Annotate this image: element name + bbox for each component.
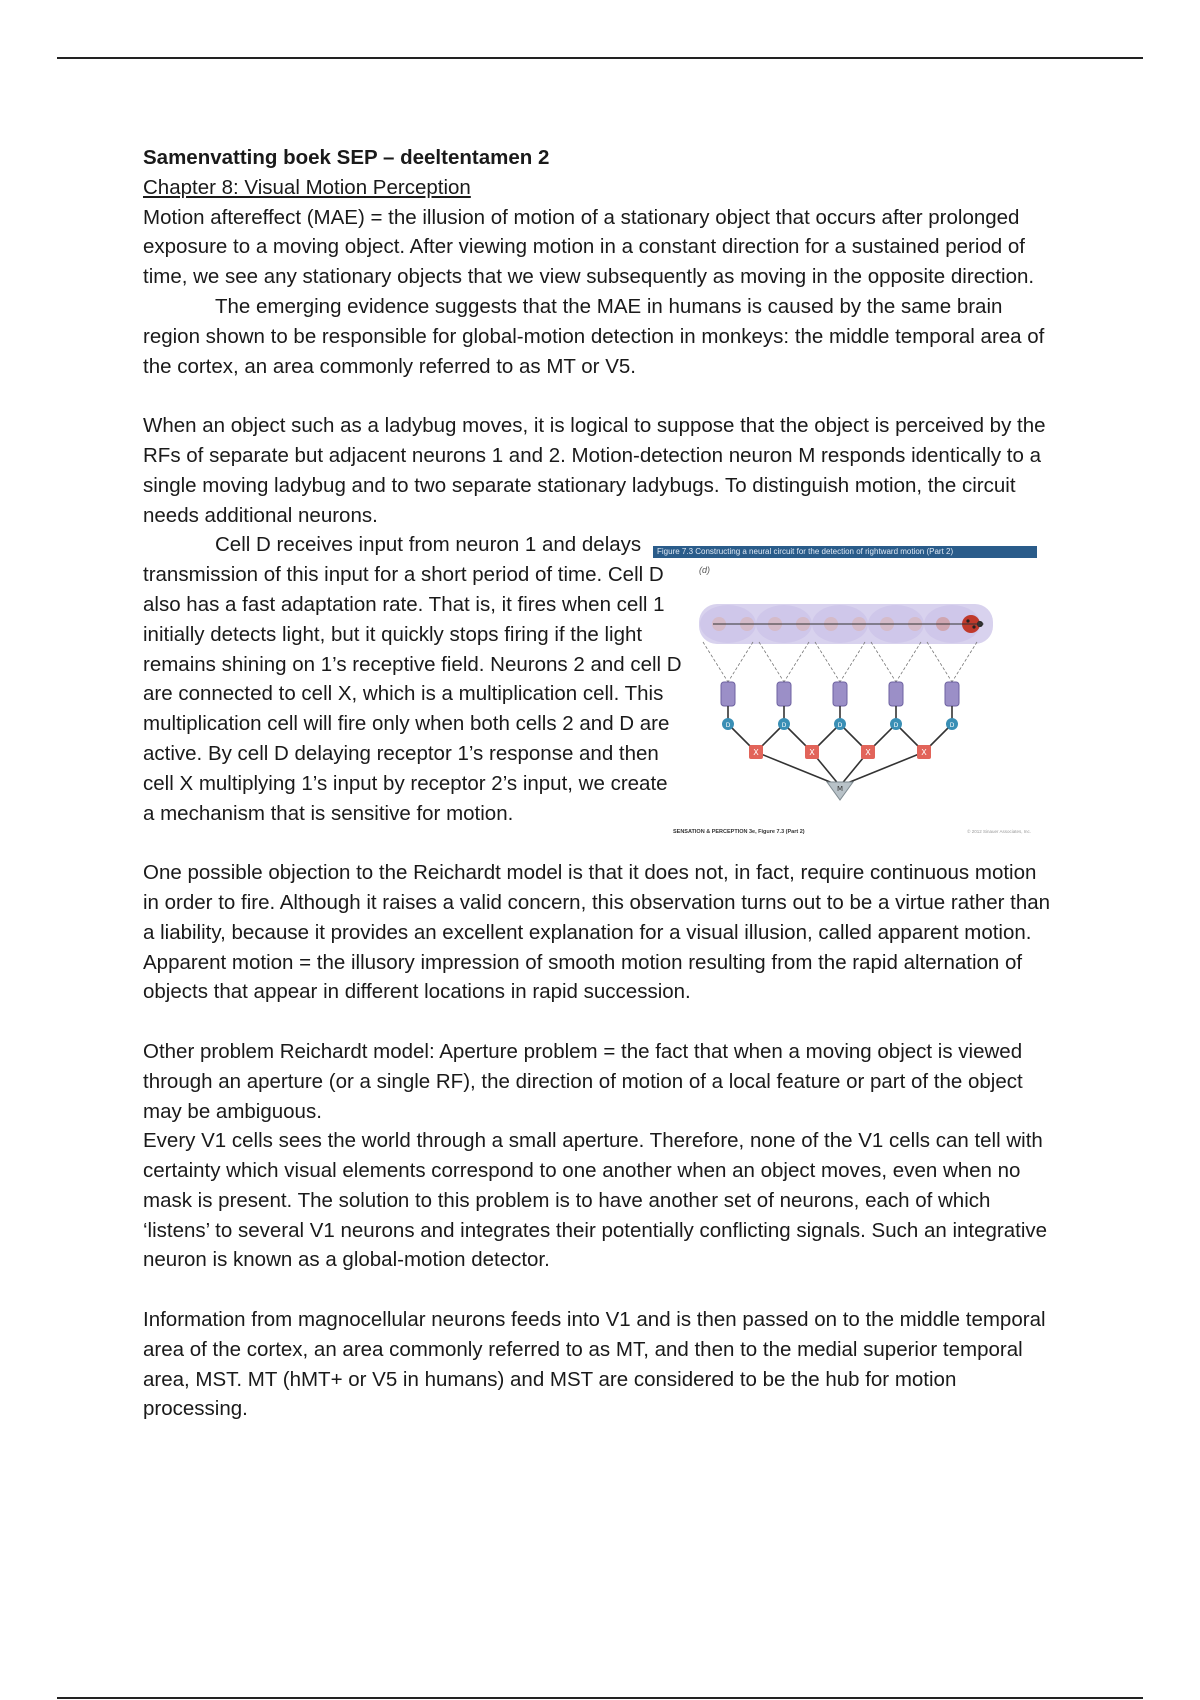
figure-text-block xyxy=(143,530,1055,836)
svg-text:X: X xyxy=(921,748,927,758)
receptor-cells xyxy=(721,682,959,706)
paragraph-mae: Motion aftereffect (MAE) = the illusion of motion of a stationary object that occurs after prolonged exposure to a moving object. After viewing motion in a constant direction for a sustained period of time, we see any stationary objects that we view subsequently as moving in the opposite direction. xyxy=(143,205,1035,289)
svg-text:D: D xyxy=(949,722,955,730)
svg-text:D: D xyxy=(893,722,899,730)
delay-cells xyxy=(722,718,958,730)
paragraph-cell-d: Cell D receives input from neuron 1 and delays transmission of this input for a short period of time. Cell D also has a fast adaptation rate. That is, it fires when cell 1 initially detects light, but it quickly stops firing if the light remains shining on 1’s receptive field. Neurons 2 and cell D are connected to cell X, which is a multiplication cell. This multiplication cell will fire only when both cells 2 and D are active. By cell D delaying receptor 1’s response and then cell X multiplying 1’s input by receptor 2’s input, we create a mechanism that is sensitive for motion. xyxy=(143,533,682,825)
svg-text:X: X xyxy=(753,748,759,758)
svg-text:D: D xyxy=(725,722,731,730)
figure-reichardt-circuit xyxy=(653,546,1037,838)
paragraph-ladybug: When an object such as a ladybug moves, it is logical to suppose that the object is perceived by the RFs of separate but adjacent neurons 1 and 2. Motion-detection neuron M responds identically to a single moving ladybug and to two separate stationary ladybugs. To distinguish motion, the circuit needs additional neurons. xyxy=(143,414,1046,527)
figure-panel-label: (d) xyxy=(699,565,710,576)
header-rule xyxy=(57,57,1143,59)
output-cell-m xyxy=(827,782,853,800)
paragraph-apparent-motion: Apparent motion = the illusory impression of smooth motion resulting from the rapid alternation of objects that appear in different locations in rapid succession. xyxy=(143,950,1023,1004)
svg-text:X: X xyxy=(865,748,871,758)
paragraph-mae-evidence: The emerging evidence suggests that the MAE in humans is caused by the same brain region shown to be responsible for global-motion detection in monkeys: the middle temporal area of the cortex, an area commonly referred to as MT or V5. xyxy=(143,294,1045,378)
svg-text:X: X xyxy=(809,748,815,758)
paragraph-mt-mst: Information from magnocellular neurons feeds into V1 and is then passed on to the middle temporal area of the cortex, an area commonly referred to as MT, and then to the medial superior temporal area, MST. MT (hMT+ or V5 in humans) and MST are considered to be the hub for motion processing. xyxy=(143,1308,1046,1421)
document-page xyxy=(143,143,1055,1424)
paragraph-aperture-problem: Other problem Reichardt model: Aperture problem = the fact that when a moving object is viewed through an aperture (or a single RF), the direction of motion of a local feature or part of the object may be ambiguous. xyxy=(143,1039,1023,1123)
figure-title: Figure 7.3 Constructing a neural circuit for the detection of rightward motion (Part 2) xyxy=(653,546,1037,558)
projection-lines xyxy=(703,642,977,682)
paragraph-v1-aperture: Every V1 cells sees the world through a small aperture. Therefore, none of the V1 cells can tell with certainty which visual elements correspond to one another when an object moves, even when no mask is present. The solution to this problem is to have another set of neurons, each of which ‘listens’ to several V1 neurons and integrates their potentially conflicting signals. Such an integrative neuron is known as a global-motion detector. xyxy=(143,1129,1048,1272)
figure-caption: SENSATION & PERCEPTION 3e, Figure 7.3 (Part 2) xyxy=(673,829,805,836)
document-title: Samenvatting boek SEP – deeltentamen 2 xyxy=(143,146,550,169)
paragraph-reichardt-objection: One possible objection to the Reichardt model is that it does not, in fact, require continuous motion in order to fire. Although it raises a valid concern, this observation turns out to be a virtue rather than a liability, because it provides an excellent explanation for a visual illusion, called apparent motion. xyxy=(143,861,1051,944)
footer-rule xyxy=(57,1697,1143,1699)
svg-text:D: D xyxy=(837,722,843,730)
chapter-heading: Chapter 8: Visual Motion Perception xyxy=(143,175,471,199)
multiplication-cells xyxy=(749,745,931,759)
figure-credit: © 2012 Sinauer Associates, Inc. xyxy=(967,829,1031,835)
svg-text:D: D xyxy=(781,722,787,730)
circuit-diagram xyxy=(653,572,1037,822)
svg-text:M: M xyxy=(836,785,844,794)
